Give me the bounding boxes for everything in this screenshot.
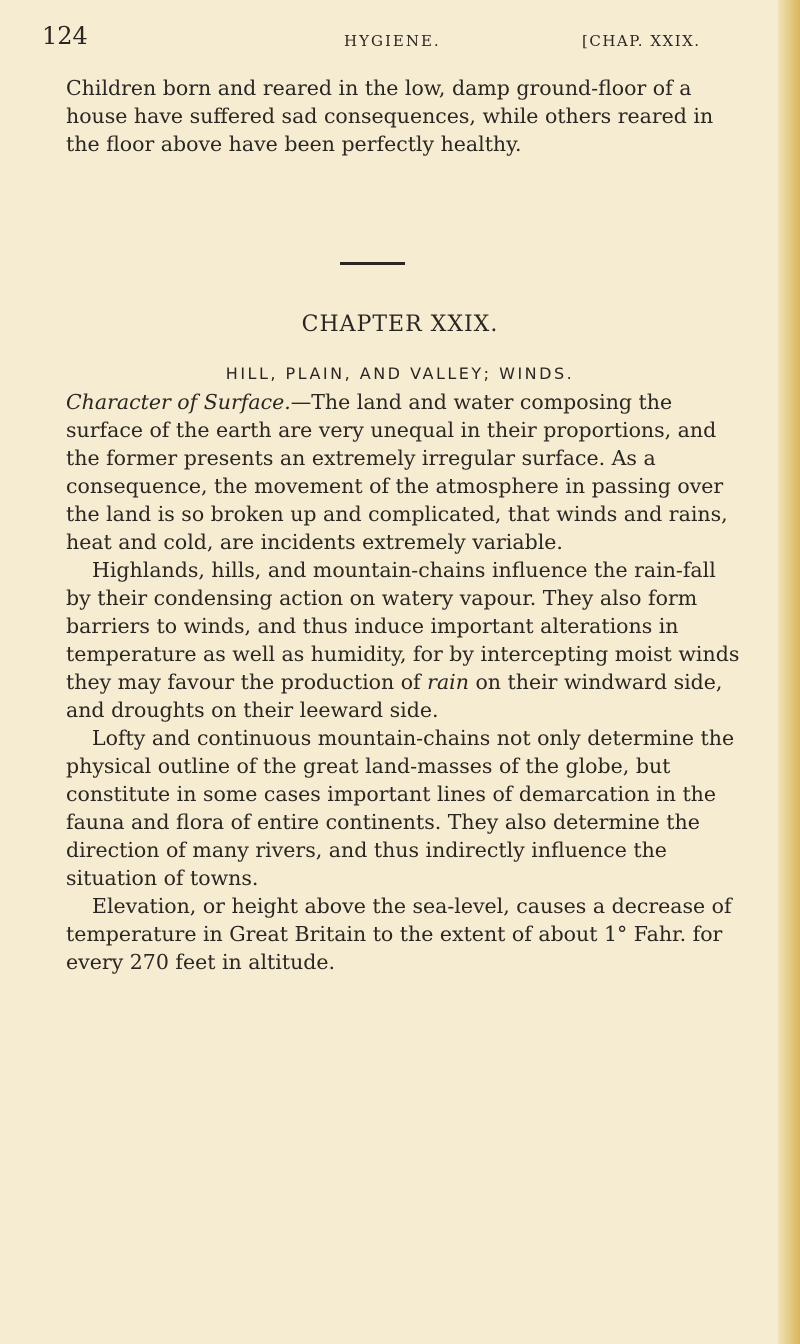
paragraph-text: Highlands, hills, and mountain-chains influence the rain-fall by their condensing action on watery vapour. They also form barriers to winds, and thus induce important alterations in temperature as well as humidity, for by intercepting moist winds they may favour the production of <box>66 558 740 694</box>
paragraph-mountain-chains: Lofty and continuous mountain-chains not only determine the physical outline of the great land-masses of the globe, but constitute in some cases important lines of demarcation in the fauna and flora of entire continents. They also determine the direction of many rivers, and thus indirectly influence the situation of towns. <box>66 726 735 890</box>
page-header <box>38 18 748 58</box>
chapter-body <box>66 388 746 976</box>
paragraph-text: on their windward side, and droughts on their leeward side. <box>66 670 723 722</box>
chapter-heading: CHAPTER XXIX. <box>301 312 499 337</box>
intro-paragraph: Children born and reared in the low, damp ground-floor of a house have suffered sad consequences, while others reared in the floor above have been perfectly healthy. <box>66 76 714 156</box>
paragraph-text: —The land and water composing the surface of the earth are very unequal in their proportions, and the former presents an extremely irregular surface. As a consequence, the movement of the atmosphere in passing over the land is so broken up and complicated, that winds and rains, heat and cold, are incidents extremely variable. <box>66 390 728 554</box>
chapter-subtitle: HILL, PLAIN, AND VALLEY; WINDS. <box>225 364 575 383</box>
paragraph-highlands <box>66 556 746 724</box>
section-divider <box>340 262 405 265</box>
running-title: HYGIENE. <box>344 32 441 50</box>
emphasis-rain: rain <box>427 670 469 694</box>
page-number: 124 <box>42 22 88 50</box>
paragraph-elevation: Elevation, or height above the sea-level, causes a decrease of temperature in Great Britain to the extent of about 1° Fahr. for every 270 feet in altitude. <box>66 894 732 974</box>
page-edge <box>778 0 800 1344</box>
paragraph-character-of-surface <box>66 388 746 556</box>
chapter-reference: [CHAP. XXIX. <box>582 32 701 50</box>
section-lead: Character of Surface. <box>66 390 291 414</box>
